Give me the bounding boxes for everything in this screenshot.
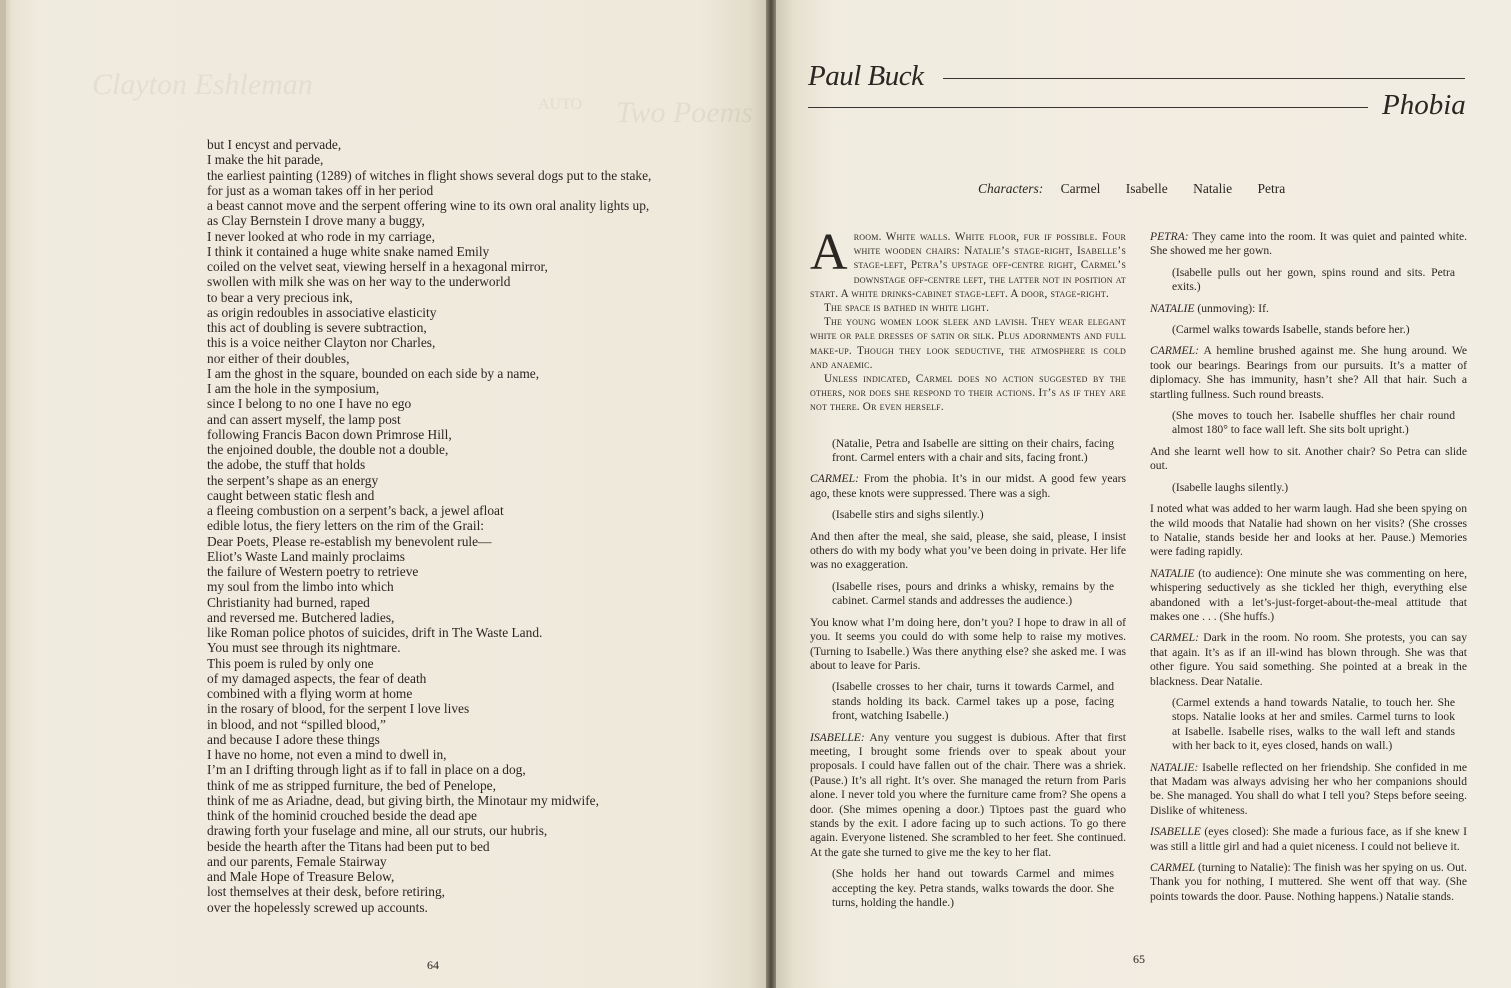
poem-line: I am the ghost in the square, bounded on each side by a name, bbox=[207, 365, 540, 381]
poem-line: for just as a woman takes off in her period bbox=[207, 182, 434, 198]
stage-direction: (Isabelle stirs and sighs silently.) bbox=[832, 508, 984, 522]
poem-line: but I encyst and pervade, bbox=[207, 137, 342, 152]
dialogue-line bbox=[1150, 861, 1467, 904]
poem-line: following Francis Bacon down Primrose Hill, bbox=[207, 426, 452, 442]
speaker-name: NATALIE bbox=[1150, 566, 1195, 580]
poem-line: a beast cannot move and the serpent offering wine to its own oral anality lights up, bbox=[207, 198, 650, 213]
poem-line: I am the hole in the symposium, bbox=[207, 381, 380, 396]
speaker-name: NATALIE: bbox=[1150, 760, 1199, 774]
page-number-right: 65 bbox=[1133, 952, 1145, 966]
poem-line: combined with a flying worm at home bbox=[207, 686, 413, 701]
poem-line: lost themselves at their desk, before retiring, bbox=[207, 884, 445, 900]
poem-line: to bear a very precious ink, bbox=[207, 289, 353, 305]
stage-direction: (She holds her hand out towards Carmel and mimes accepting the key. Petra stands, walks towards the door. She turns, holding the handle.) bbox=[832, 867, 1114, 910]
poem-line: edible lotus, the fiery letters on the rim of the Grail: bbox=[207, 518, 485, 534]
characters-list bbox=[978, 181, 1307, 197]
dialogue-text: From the phobia. It’s in our midst. A good few years ago, these knots were suppressed. There was a sigh. bbox=[810, 472, 1126, 500]
stage-direction: (Isabelle crosses to her chair, turns it towards Carmel, and stands holding its back. Carmel takes up a pose, facing front, watching Isabelle.) bbox=[832, 680, 1114, 723]
poem-line: of my damaged aspects, the fear of death bbox=[207, 670, 427, 686]
poem-line: You must see through its nightmare. bbox=[207, 640, 401, 656]
poem-line: and can assert myself, the lamp post bbox=[207, 411, 401, 427]
poem-line: a fleeing combustion on a serpent’s back, a jewel afloat bbox=[207, 503, 504, 518]
poem-line: nor either of their doubles, bbox=[207, 350, 350, 366]
speaker-name: NATALIE bbox=[1150, 301, 1195, 315]
poem-line: This poem is ruled by only one bbox=[207, 655, 374, 671]
poem-line: the earliest painting (1289) of witches in flight shows several dogs put to the stake, bbox=[207, 167, 652, 183]
poem-line: and because I adore these things bbox=[207, 731, 380, 747]
poem-line: my soul from the limbo into which bbox=[207, 579, 394, 595]
dialogue-text: Isabelle reflected on her friendship. She confided in me that Madam was always advising her who her companions should be. She managed. You shall do what I tell you? Steps before seeing. Dislike of whiteness. bbox=[1150, 760, 1467, 817]
characters-label: Characters: bbox=[978, 181, 1044, 196]
poem-line: swollen with milk she was on her way to the underworld bbox=[207, 274, 511, 290]
poem-line: and reversed me. Butchered ladies, bbox=[207, 609, 395, 625]
poem-line: I’m an I drifting through light as if to fall in place on a dog, bbox=[207, 762, 526, 778]
dialogue-text: (unmoving): If. bbox=[1197, 301, 1269, 315]
dialogue-line bbox=[810, 472, 1126, 501]
character-name: Carmel bbox=[1060, 181, 1101, 196]
poem-line: I make the hit parade, bbox=[207, 152, 324, 168]
dialogue-left bbox=[810, 437, 1126, 911]
poem-line: beside the hearth after the Titans had been put to bed bbox=[207, 838, 490, 854]
speaker-name: CARMEL bbox=[1150, 861, 1196, 875]
stage-direction: (Carmel walks towards Isabelle, stands before her.) bbox=[1172, 323, 1410, 337]
poem-line: I have no home, not even a mind to dwell in, bbox=[207, 747, 447, 762]
speaker-name: ISABELLE bbox=[1150, 825, 1201, 839]
dialogue-right bbox=[1150, 230, 1467, 904]
stage-direction: (Isabelle rises, pours and drinks a whisky, remains by the cabinet. Carmel stands and addresses the audience.) bbox=[832, 579, 1114, 608]
poem-line: think of me as stripped furniture, the bed of Penelope, bbox=[207, 777, 496, 793]
dialogue-line bbox=[810, 731, 1126, 861]
dialogue-line bbox=[1150, 825, 1467, 854]
scene-description bbox=[810, 224, 1126, 415]
poem-line: caught between static flesh and bbox=[207, 487, 375, 503]
header-rule-top bbox=[943, 78, 1465, 79]
poem-line: since I belong to no one I have no ego bbox=[207, 396, 412, 412]
dialogue-line bbox=[1150, 631, 1467, 689]
poem-line: think of me as Ariadne, dead, but giving birth, the Minotaur my midwife, bbox=[207, 792, 599, 808]
poem-line: think of the hominid crouched beside the dead ape bbox=[207, 808, 477, 823]
poem-line: Dear Poets, Please re-establish my benevolent rule— bbox=[207, 533, 492, 549]
poem-line: this is a voice neither Clayton nor Charles, bbox=[207, 335, 436, 351]
poem-line: the enjoined double, the double not a double, bbox=[207, 442, 449, 457]
poem-line: the failure of Western poetry to retrieve bbox=[207, 564, 419, 579]
play-title: Phobia bbox=[1382, 89, 1466, 121]
poem-line: in blood, and not “spilled blood,” bbox=[207, 716, 386, 732]
poem-line: coiled on the velvet seat, viewing herself in a hexagonal mirror, bbox=[207, 259, 548, 274]
poem-line: and Male Hope of Treasure Below, bbox=[207, 869, 395, 884]
scene-lighting: The space is bathed in white light. bbox=[824, 302, 990, 315]
page-number-left: 64 bbox=[427, 958, 439, 972]
poem-line: the adobe, the stuff that holds bbox=[207, 457, 366, 473]
poem-line: drawing forth your fuselage and mine, all our struts, our hubris, bbox=[207, 823, 548, 839]
poem-line: this act of doubling is severe subtraction, bbox=[207, 320, 427, 335]
speaker-name: CARMEL: bbox=[810, 472, 859, 486]
dialogue-text: I noted what was added to her warm laugh. Had she been spying on the wild moods that Natalie had shown on her visits? (She crosses to Natalie, stands beside her and looks at her. Pause.) Memories were fading rapidly. bbox=[1150, 502, 1467, 559]
stage-direction: (Natalie, Petra and Isabelle are sitting on their chairs, facing front. Carmel enters with a chair and sits, facing front.) bbox=[832, 436, 1114, 465]
stage-direction: (Carmel extends a hand towards Natalie, to touch her. She stops. Natalie looks at her and smiles. Carmel turns to look at Isabelle. Isabelle rises, walks to the wall left and stands with her back to it, eyes closed, hands on wall.) bbox=[1172, 695, 1455, 753]
poem-line: like Roman police photos of suicides, drift in The Waste Land. bbox=[207, 625, 543, 640]
dialogue-line bbox=[1150, 761, 1467, 819]
speaker-name: PETRA: bbox=[1150, 230, 1189, 243]
dialogue-line bbox=[1150, 344, 1467, 402]
dialogue-text: Any venture you suggest is dubious. After that first meeting, I brought some friends over to speak about your proposals. I could have fallen out of the chair. There was a shriek. (Pause.) It’s all right. It’s over. She managed the return from Paris alone. I never told you where the furniture came from? She opens a door. (She mimes opening a door.) Tiptoes past the guard who stands by the exit. I adore facing up to such actions. To go there again. Everyone listened. She scrambled to her feet. She continued. At the gate she turned to give me the key to her flat. bbox=[810, 730, 1126, 859]
play-column-right bbox=[1150, 230, 1467, 911]
book-edge bbox=[0, 0, 6, 988]
character-name: Petra bbox=[1257, 181, 1286, 196]
dialogue-line bbox=[1150, 302, 1467, 316]
dialogue-text: (to audience): One minute she was commenting on here, whispering seductively as she tickled her thigh, everything else abandoned with a let’s-just-forget-about-the-meal attitude that makes one . . . (She huffs.) bbox=[1150, 566, 1467, 623]
character-name: Natalie bbox=[1193, 181, 1233, 196]
poem-line: the serpent’s shape as an energy bbox=[207, 472, 379, 488]
stage-direction: (Isabelle laughs silently.) bbox=[1172, 480, 1289, 494]
dialogue-text: Dark in the room. No room. She protests, you can say that again. It’s as if an ill-wind has blown through. She was that other figure. You said something. She pointed at a break in the blackness. Dear Natalie. bbox=[1150, 631, 1468, 688]
stage-direction: (Isabelle pulls out her gown, spins round and sits. Petra exits.) bbox=[1172, 265, 1455, 294]
poem-line: Christianity had burned, raped bbox=[207, 594, 370, 610]
dialogue-text: They came into the room. It was quiet and painted white. She showed me her gown. bbox=[1150, 230, 1467, 258]
dialogue-text: And then after the meal, she said, please, she said, please, I insist others do with my body what you’ve been doing in private. Her life was no exaggeration. bbox=[810, 529, 1126, 572]
dialogue-text: (turning to Natalie): The finish was her spying on us. Out. Thank you for nothing, I muttered. She went off that way. (She points towards the door. Pause. Nothing happens.) Natalie stands. bbox=[1150, 861, 1467, 903]
dialogue-text: You know what I’m doing here, don’t you? I hope to draw in all of you. It seems you could do with some help to raise my motives. (Turning to Isabelle.) Was there anything else? she asked me. I was about to leave for Paris. bbox=[810, 615, 1126, 672]
poem-line: Eliot’s Waste Land mainly proclaims bbox=[207, 548, 406, 564]
dialogue-text: And she learnt well how to sit. Another chair? So Petra can slide out. bbox=[1150, 444, 1467, 473]
author-name: Paul Buck bbox=[808, 60, 924, 92]
scene-note: Unless indicated, Carmel does no action suggested by the others, nor does she respond to their actions. It’s as if they are not there. Or even herself. bbox=[810, 373, 1126, 414]
scene-costume: The young women look sleek and lavish. They wear elegant white or pale dresses of satin or silk. Plus adornments and full make-up. Though they look seductive, the atmosphere is cold and anaemic. bbox=[810, 316, 1126, 371]
dialogue-text: (eyes closed): She made a furious face, as if she knew I was still a little girl and had a quiet niceness. I could not believe it. bbox=[1150, 825, 1467, 853]
play-column-left bbox=[810, 224, 1126, 917]
poem-line: and our parents, Female Stairway bbox=[207, 853, 387, 869]
dialogue-text: A hemline brushed against me. She hung around. We took our bearings. Bearings from our pursuits. It’s a matter of diplomacy. She has immunity, hasn’t she? All that hair. Such a startling fullness. Such round breasts. bbox=[1150, 344, 1467, 401]
poem-text bbox=[207, 137, 747, 915]
poem-line: as Clay Bernstein I drove many a buggy, bbox=[207, 213, 425, 229]
poem-line: I think it contained a huge white snake named Emily bbox=[207, 243, 490, 259]
character-name: Isabelle bbox=[1125, 181, 1168, 196]
poem-line: in the rosary of blood, for the serpent I love lives bbox=[207, 701, 470, 717]
dialogue-line bbox=[1150, 230, 1467, 259]
header-rule-bottom bbox=[808, 107, 1368, 108]
speaker-name: CARMEL: bbox=[1150, 344, 1199, 358]
speaker-name: CARMEL: bbox=[1150, 631, 1199, 645]
poem-line: as origin redoubles in associative elasticity bbox=[207, 304, 437, 320]
dialogue-line bbox=[1150, 567, 1467, 625]
book-gutter bbox=[766, 0, 776, 988]
scene-setting: room. White walls. White floor, fur if possible. Four white wooden chairs: Natalie’s stage-right, Isabelle’s stage-left, Petra’s upstage off-centre right, Carmel’s downstage off-centre left, the latter not in position at start. A white drinks-cabinet stage-left. A door, stage-right. bbox=[810, 231, 1126, 300]
speaker-name: ISABELLE: bbox=[810, 730, 865, 744]
poem-line: I never looked at who rode in my carriage, bbox=[207, 228, 435, 244]
stage-direction: (She moves to touch her. Isabelle shuffles her chair round almost 180° to face wall left. She sits bolt upright.) bbox=[1172, 409, 1455, 437]
drop-cap: A bbox=[810, 224, 848, 281]
poem-line: over the hopelessly screwed up accounts. bbox=[207, 899, 428, 915]
